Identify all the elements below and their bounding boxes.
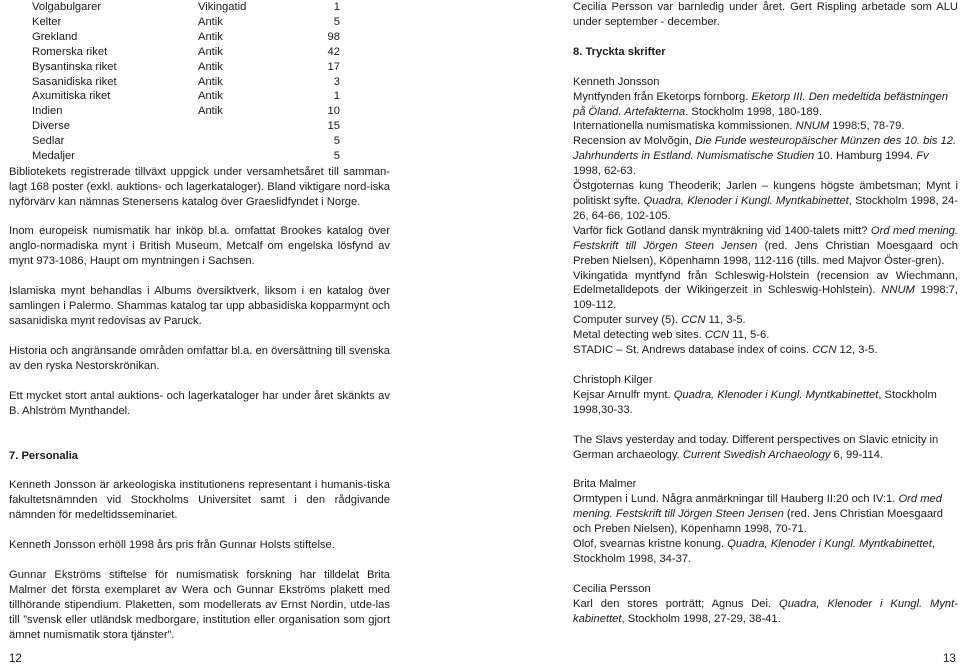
entry-details: 1998:7, 109-112. bbox=[573, 284, 959, 312]
table-row bbox=[32, 104, 340, 119]
entry-title: Computer survey (5). bbox=[573, 314, 682, 327]
page-number-left: 12 bbox=[9, 653, 22, 665]
entry-details: , Stockholm 1998, 24-26, 64-66, 102-105. bbox=[573, 194, 958, 222]
entry-details: 10. Hamburg 1994. bbox=[814, 150, 917, 163]
entry-source: Current Swedish Archaeology bbox=[682, 448, 831, 461]
entry-details: (red. Jens Christian Moesgaard och Preben Nielsen), Köpenhamn 1998, 112-116 (tills. med Majvor Öster-gren). bbox=[573, 239, 959, 267]
origin-table-body bbox=[32, 0, 340, 164]
bibliography-entry bbox=[573, 134, 958, 179]
origin-table bbox=[32, 0, 340, 164]
origin-period: Antik bbox=[198, 60, 223, 73]
entry-title: Recension av Molvõgin, bbox=[573, 135, 695, 148]
bibliography-entry bbox=[573, 328, 958, 343]
paragraph-islamic-coins: Islamiska mynt behandlas i Albums översiktverk, liksom i en katalog över samlingen i Palermo. Shammas katalog tar upp abbasidiska kopparmynt och sasanidiska mynt redovisas av Paruck. bbox=[9, 285, 390, 328]
entry-source: Fv bbox=[916, 150, 929, 163]
author-name: Brita Malmer bbox=[573, 478, 637, 491]
author-name: Kenneth Jonsson bbox=[573, 75, 660, 88]
origin-region: Sasanidiska riket bbox=[32, 75, 117, 88]
entry-title: Myntfynden från Eketorps fornborg. bbox=[573, 90, 752, 103]
entry-source: Ord med mening. Festskrift till Jörgen Steen Jensen bbox=[573, 224, 959, 252]
origin-region: Romerska riket bbox=[32, 45, 108, 58]
table-row bbox=[32, 149, 340, 164]
entry-details: , Stockholm 1998, 34-37. bbox=[573, 538, 935, 565]
bibliography-entry bbox=[573, 492, 958, 537]
origin-count: 5 bbox=[333, 135, 340, 148]
paragraph-auction-catalogues: Ett mycket stort antal auktions- och lagerkataloger har under året skänkts av B. Ahlström Mynthandel. bbox=[9, 389, 390, 417]
bibliography-entry bbox=[573, 179, 958, 224]
entry-title: Internationella numismatiska kommissionen. bbox=[573, 120, 796, 133]
origin-period: Antik bbox=[198, 90, 223, 103]
bibliography-entry bbox=[573, 224, 958, 269]
origin-count: 98 bbox=[327, 30, 340, 43]
bibliography-entry bbox=[573, 597, 958, 627]
origin-count: 10 bbox=[327, 105, 340, 118]
table-row bbox=[32, 30, 340, 45]
entry-source: Eketorp III. Den medeltida befästningen på Öland. Artefakterna bbox=[573, 90, 949, 118]
entry-details: , Stockholm 1998,30-33. bbox=[573, 388, 937, 416]
origin-period bbox=[198, 149, 310, 164]
paragraph-european-numismatics: Inom europeisk numismatik har inköp bl.a. omfattat Brookes katalog över anglo-normadiska mynt i British Museum, Metcalf om engelska lösfynd av mynt 973-1086, Haupt om myntningen i Sachsen. bbox=[9, 225, 390, 268]
origin-region: Diverse bbox=[32, 120, 70, 133]
origin-region: Axumitiska riket bbox=[32, 90, 111, 103]
entry-title: Vikingatida myntfynd från Schleswig-Holstein (recension av Wiechmann, Edelmetalldepots der Wikingerzeit in Schleswig-Hohlstein). bbox=[573, 269, 958, 297]
entry-details: 1998:5, 78-79. bbox=[829, 120, 905, 133]
origin-count: 3 bbox=[333, 75, 340, 88]
paragraph-gunnar-ekstrom-plaque: Gunnar Ekströms stiftelse för numismatisk forskning har tilldelat Brita Malmer det första exemplaret av Wera och Gunnar Ekströms plakett med tillhörande stipendium. Plaketten, som modellerats av Ernst Nordin, utde-las till ”svensk eller utländsk medborgare, institution eller organisation som gjort ämnet numismatik stora tjänster”. bbox=[9, 569, 390, 641]
entry-source: CCN bbox=[812, 344, 837, 357]
origin-period bbox=[198, 134, 310, 149]
author-name: Cecilia Persson bbox=[573, 582, 651, 595]
bibliography-entry bbox=[573, 119, 958, 134]
entry-title: Östgoternas kung Theoderik; Jarlen – kungens högste ämbetsman; Mynt i politiskt syfte. bbox=[573, 180, 958, 207]
bibliography-entry bbox=[573, 269, 958, 314]
left-column bbox=[9, 0, 390, 643]
table-row bbox=[32, 60, 340, 75]
entry-source: Ord med mening. Festskrift till Jörgen Steen Jensen bbox=[573, 493, 942, 521]
bibliography-entry bbox=[573, 90, 958, 120]
table-row bbox=[32, 75, 340, 90]
origin-region: Grekland bbox=[32, 30, 78, 43]
origin-period bbox=[198, 119, 310, 134]
bibliography-entry bbox=[573, 388, 958, 418]
origin-region: Volgabulgarer bbox=[32, 1, 102, 13]
table-row bbox=[32, 89, 340, 104]
entry-details: 12, 3-5. bbox=[836, 344, 878, 357]
origin-period: Antik bbox=[198, 45, 223, 58]
origin-count: 1 bbox=[333, 90, 340, 103]
entry-details: 1998, 62-63. bbox=[573, 165, 636, 178]
entry-title: Karl den stores porträtt; Agnus Dei. bbox=[573, 597, 779, 610]
origin-region: Medaljer bbox=[32, 150, 75, 163]
entry-title: Kejsar Arnulfr mynt. bbox=[573, 388, 674, 401]
entry-source: Quadra, Klenoder i Kungl. Mynt-kabinettet bbox=[573, 597, 958, 625]
entry-source: NNUM bbox=[795, 120, 830, 133]
table-row bbox=[32, 119, 340, 134]
entry-title: The Slavs yesterday and today. Different perspectives on Slavic etnicity in German archaeology. bbox=[573, 433, 939, 461]
origin-count: 1 bbox=[333, 1, 340, 13]
paragraph-history: Historia och angränsande områden omfattar bl.a. en översättning till svenska av den ryska Nestorskrönikan. bbox=[9, 344, 390, 372]
bibliography-entry bbox=[573, 433, 958, 463]
origin-count: 5 bbox=[333, 15, 340, 28]
paragraph-kenneth-prize: Kenneth Jonsson erhöll 1998 års pris från Gunnar Holsts stiftelse. bbox=[9, 539, 335, 552]
table-row bbox=[32, 134, 340, 149]
origin-period: Antik bbox=[198, 75, 223, 88]
entry-source: Quadra, Klenoder i Kungl. Myntkabinettet bbox=[673, 388, 879, 401]
entry-source: CCN bbox=[704, 329, 730, 342]
origin-region: Sedlar bbox=[32, 135, 65, 148]
entry-title: STADIC – St. Andrews database index of coins. bbox=[573, 344, 813, 357]
entry-title: Metal detecting web sites. bbox=[573, 329, 705, 342]
origin-region: Bysantinska riket bbox=[32, 60, 117, 73]
paragraph-library-growth: Bibliotekets registrerade tillväxt uppgick under versamhetsåret till samman-lagt 168 poster (exkl. auktions- och lagerkataloger). Bland viktigare nord-iska nyförvärv kan nämnas Stenersens katalog över Graeslidfyndet i Norge. bbox=[9, 165, 390, 208]
author-name: Christoph Kilger bbox=[573, 373, 653, 386]
table-row bbox=[32, 0, 340, 15]
entry-source: Quadra, Klenoder i Kungl. Myntkabinettet bbox=[643, 194, 849, 207]
entry-source: Die Funde westeuropäischer Münzen des 10. bis 12. Jahrhunderts in Estland. Numismatische Studien bbox=[573, 135, 957, 163]
entry-source: NNUM bbox=[881, 284, 915, 297]
entry-source: Quadra, Klenoder i Kungl. Myntkabinettet bbox=[727, 538, 932, 551]
paragraph-kenneth-representative: Kenneth Jonsson är arkeologiska institutionens representant i humanis-tiska fakultetsnämnden vid Stockholms Universitet samt i den rådgivande nämnden för medeltidsseminariet. bbox=[9, 479, 390, 522]
paragraph-cecilia-leave: Cecilia Persson var barnledig under året. Gert Rispling arbetade som ALU under september - december. bbox=[573, 1, 958, 28]
entry-details: . Stockholm 1998, 180-189. bbox=[685, 105, 822, 118]
origin-period: Antik bbox=[198, 30, 223, 43]
origin-period: Antik bbox=[198, 105, 223, 118]
bibliography-entry bbox=[573, 343, 958, 358]
heading-personalia: 7. Personalia bbox=[9, 449, 79, 462]
entry-title: Ormtypen i Lund. Några anmärkningar till Hauberg II:20 och IV:1. bbox=[573, 493, 899, 506]
origin-count: 15 bbox=[327, 120, 340, 133]
bibliography-entry bbox=[573, 313, 958, 328]
origin-region: Kelter bbox=[32, 15, 62, 28]
entry-details: 11, 5-6. bbox=[729, 329, 770, 342]
table-row bbox=[32, 15, 340, 30]
origin-period: Vikingatid bbox=[198, 1, 247, 13]
origin-region: Indien bbox=[32, 105, 63, 118]
entry-details: 6, 99-114. bbox=[830, 448, 884, 461]
table-row bbox=[32, 45, 340, 60]
page-number-right: 13 bbox=[943, 653, 956, 665]
origin-count: 5 bbox=[333, 150, 340, 163]
entry-source: CCN bbox=[681, 314, 706, 327]
entry-details: , Stockholm 1998, 27-29, 38-41. bbox=[621, 612, 781, 625]
right-column bbox=[573, 0, 958, 627]
origin-count: 17 bbox=[327, 60, 340, 73]
bibliography-entry bbox=[573, 537, 958, 567]
entry-details: 11, 3-5. bbox=[705, 314, 746, 327]
origin-count: 42 bbox=[327, 45, 340, 58]
entry-title: Varför fick Gotland dansk mynträkning vid 1400-talets mitt? bbox=[573, 224, 871, 237]
origin-period: Antik bbox=[198, 15, 223, 28]
entry-details: (red. Jens Christian Moesgaard och Preben Nielsen), Köpenhamn 1998, 70-71. bbox=[573, 508, 943, 536]
heading-tryckta-skrifter: 8. Tryckta skrifter bbox=[573, 45, 666, 58]
entry-title: Olof, svearnas kristne konung. bbox=[573, 538, 728, 551]
